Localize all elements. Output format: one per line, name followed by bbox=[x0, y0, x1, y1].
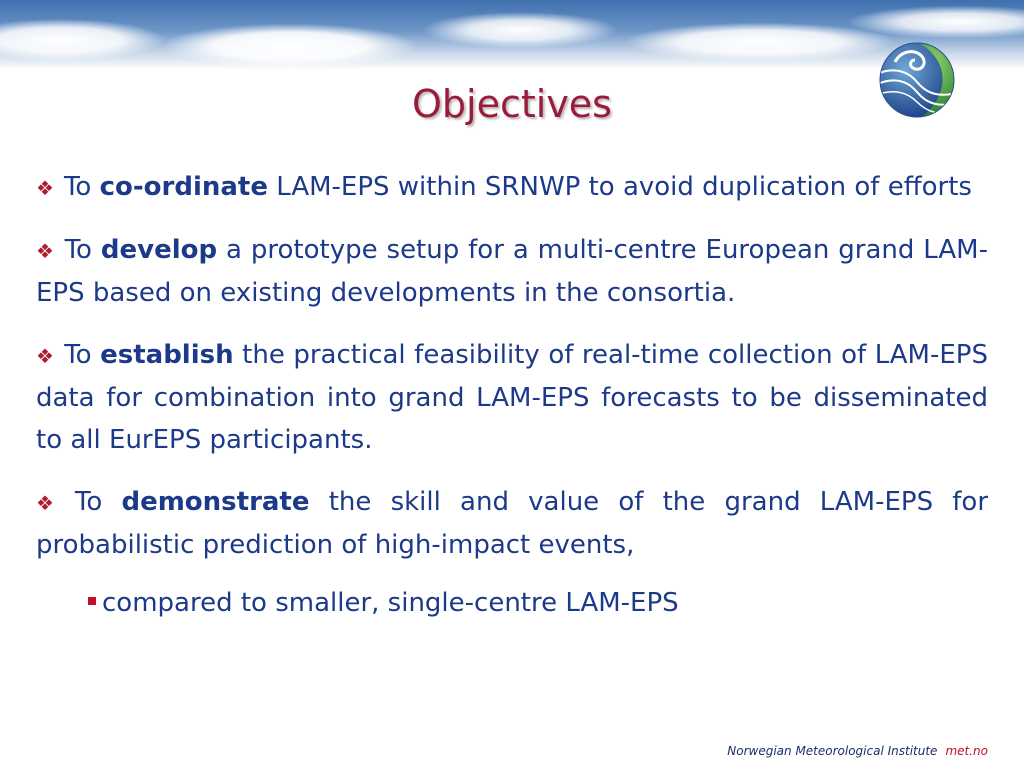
bullet-text: the practical feasibility of real-time collection of LAM-EPS data for combination into grand LAM-EPS forecasts to be disseminated to all EurEPS participants. bbox=[36, 340, 988, 455]
sub-bullet bbox=[88, 582, 988, 624]
sub-bullet-text: compared to smaller, single-centre LAM-EPS bbox=[102, 588, 679, 618]
bullet-establish bbox=[36, 334, 988, 461]
bullet-demonstrate bbox=[36, 481, 988, 566]
bullet-lead: To bbox=[64, 235, 92, 265]
slide-title: Objectives bbox=[412, 82, 612, 126]
footer bbox=[727, 744, 988, 758]
bullet-text: LAM-EPS within SRNWP to avoid duplication of efforts bbox=[276, 172, 972, 202]
bullet-keyword: develop bbox=[100, 235, 218, 265]
footer-institute: Norwegian Meteorological Institute bbox=[727, 744, 938, 758]
sky-banner bbox=[0, 0, 1024, 70]
bullet-coordinate bbox=[36, 166, 988, 209]
objectives-list bbox=[36, 166, 988, 624]
bullet-lead: To bbox=[63, 172, 92, 202]
bullet-text: the skill and value of the grand LAM-EPS for probabilistic prediction of high-impact events, bbox=[36, 487, 989, 560]
bullet-text: a prototype setup for a multi-centre European grand LAM-EPS based on existing developments in the consortia. bbox=[36, 235, 988, 308]
footer-brand: met.no bbox=[945, 744, 988, 758]
diamond-bullet-icon: ❖ bbox=[36, 344, 55, 368]
diamond-bullet-icon: ❖ bbox=[36, 176, 54, 200]
bullet-keyword: demonstrate bbox=[121, 487, 310, 517]
diamond-bullet-icon: ❖ bbox=[36, 239, 55, 263]
bullet-develop bbox=[36, 229, 988, 314]
bullet-lead: To bbox=[64, 340, 92, 370]
bullet-keyword: co-ordinate bbox=[99, 172, 268, 202]
bullet-lead: To bbox=[74, 487, 103, 517]
square-bullet-icon bbox=[88, 597, 96, 605]
bullet-keyword: establish bbox=[100, 340, 234, 370]
diamond-bullet-icon: ❖ bbox=[36, 491, 65, 515]
